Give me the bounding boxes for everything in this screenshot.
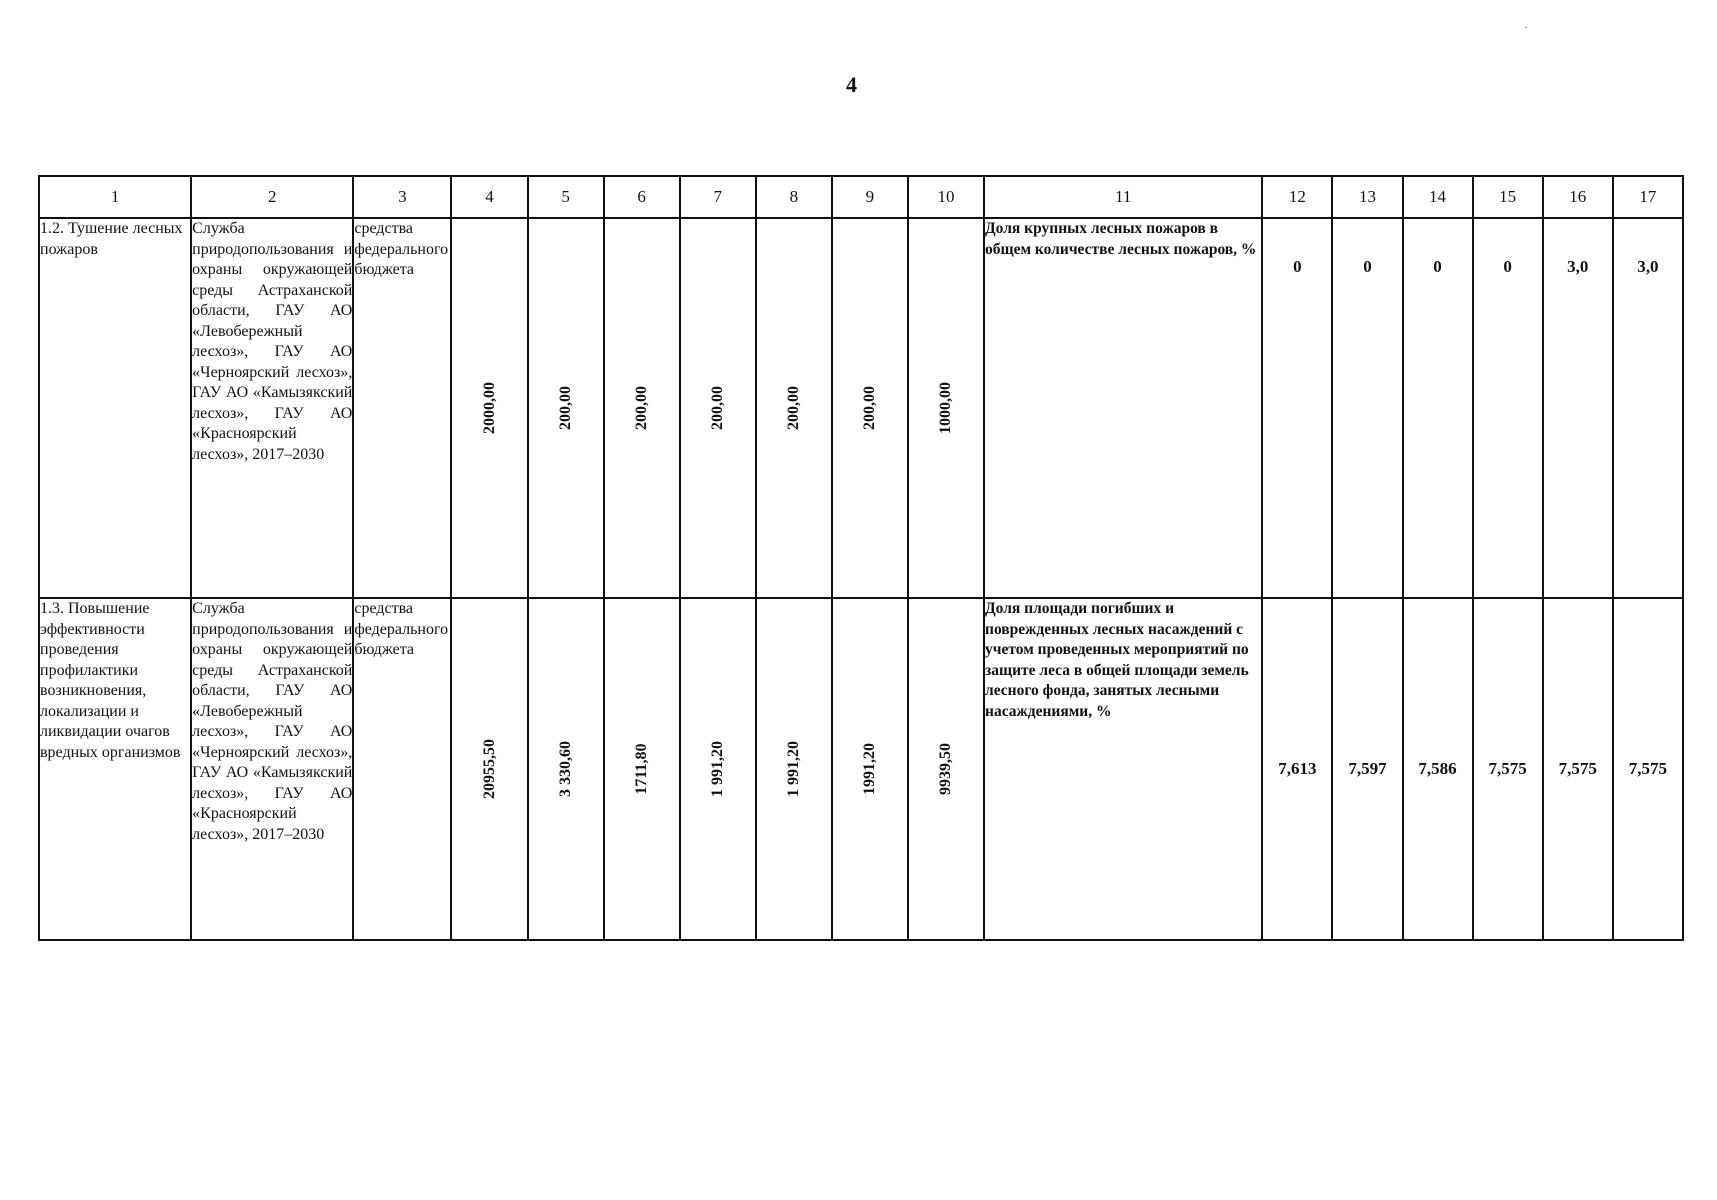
col-header: 5 <box>528 176 604 218</box>
amount-value: 200,00 <box>556 386 574 430</box>
amount-cell <box>908 598 984 940</box>
col-header: 8 <box>756 176 832 218</box>
col-header: 12 <box>1262 176 1332 218</box>
amount-value: 20955,50 <box>480 739 498 799</box>
col-header: 16 <box>1543 176 1613 218</box>
amount-value: 1000,00 <box>936 382 954 434</box>
amount-value: 2000,00 <box>480 382 498 434</box>
amount-value: 1 991,20 <box>708 741 726 797</box>
col-header: 1 <box>39 176 191 218</box>
source-cell: средства федерального бюджета <box>353 598 451 940</box>
amount-value: 200,00 <box>708 386 726 430</box>
source-cell: средства федерального бюджета <box>353 218 451 598</box>
target-cell: 0 <box>1332 218 1402 598</box>
col-header: 10 <box>908 176 984 218</box>
amount-value: 1991,20 <box>860 743 878 795</box>
target-cell: 0 <box>1473 218 1543 598</box>
target-cell: 7,613 <box>1262 598 1332 940</box>
target-cell: 7,575 <box>1543 598 1613 940</box>
col-header: 13 <box>1332 176 1402 218</box>
scan-mark: · <box>1524 20 1528 34</box>
amount-cell <box>528 598 604 940</box>
amount-cell <box>832 598 908 940</box>
amount-cell <box>451 218 527 598</box>
page-number: 4 <box>846 72 857 97</box>
indicator-cell: Доля площади погибших и поврежденных лесных насаждений с учетом проведенных мероприятий по защите леса в общей площади земель лесного фонда, занятых лесными насаждениями, % <box>984 598 1262 940</box>
executor-cell: Служба природопользования и охраны окружающей среды Астраханской области, ГАУ АО «Левобережный лесхоз», ГАУ АО «Черноярский лесхоз», ГАУ АО «Камызякский лесхоз», ГАУ АО «Красноярский лесхоз», 2017–2030 <box>191 598 353 940</box>
amount-cell <box>604 218 680 598</box>
measure-cell: 1.2. Тушение лесных пожаров <box>39 218 191 598</box>
target-cell: 7,597 <box>1332 598 1402 940</box>
amount-cell <box>832 218 908 598</box>
target-cell: 0 <box>1262 218 1332 598</box>
target-cell: 7,575 <box>1473 598 1543 940</box>
col-header: 7 <box>680 176 756 218</box>
col-header: 2 <box>191 176 353 218</box>
amount-cell <box>908 218 984 598</box>
target-cell: 3,0 <box>1613 218 1683 598</box>
amount-cell <box>756 218 832 598</box>
col-header: 11 <box>984 176 1262 218</box>
amount-value: 3 330,60 <box>556 741 574 797</box>
table-row <box>39 598 1683 940</box>
amount-value: 9939,50 <box>936 743 954 795</box>
amount-value: 1 991,20 <box>784 741 802 797</box>
amount-value: 200,00 <box>860 386 878 430</box>
amount-cell <box>528 218 604 598</box>
target-cell: 3,0 <box>1543 218 1613 598</box>
amount-cell <box>680 218 756 598</box>
header-row <box>39 176 1683 218</box>
col-header: 4 <box>451 176 527 218</box>
col-header: 15 <box>1473 176 1543 218</box>
target-cell: 7,575 <box>1613 598 1683 940</box>
amount-value: 200,00 <box>632 386 650 430</box>
program-table <box>38 175 1684 941</box>
col-header: 9 <box>832 176 908 218</box>
col-header: 3 <box>353 176 451 218</box>
executor-cell: Служба природопользования и охраны окружающей среды Астраханской области, ГАУ АО «Левобережный лесхоз», ГАУ АО «Черноярский лесхоз», ГАУ АО «Камызякский лесхоз», ГАУ АО «Красноярский лесхоз», 2017–2030 <box>191 218 353 598</box>
amount-value: 200,00 <box>784 386 802 430</box>
amount-cell <box>680 598 756 940</box>
col-header: 17 <box>1613 176 1683 218</box>
amount-cell <box>604 598 680 940</box>
measure-cell: 1.3. Повышение эффективности проведения профилактики возникновения, локализации и ликвидации очагов вредных организмов <box>39 598 191 940</box>
target-cell: 7,586 <box>1403 598 1473 940</box>
amount-value: 1711,80 <box>632 743 650 795</box>
target-cell: 0 <box>1403 218 1473 598</box>
amount-cell <box>756 598 832 940</box>
indicator-cell: Доля крупных лесных пожаров в общем количестве лесных пожаров, % <box>984 218 1262 598</box>
col-header: 14 <box>1403 176 1473 218</box>
table-row <box>39 218 1683 598</box>
col-header: 6 <box>604 176 680 218</box>
amount-cell <box>451 598 527 940</box>
